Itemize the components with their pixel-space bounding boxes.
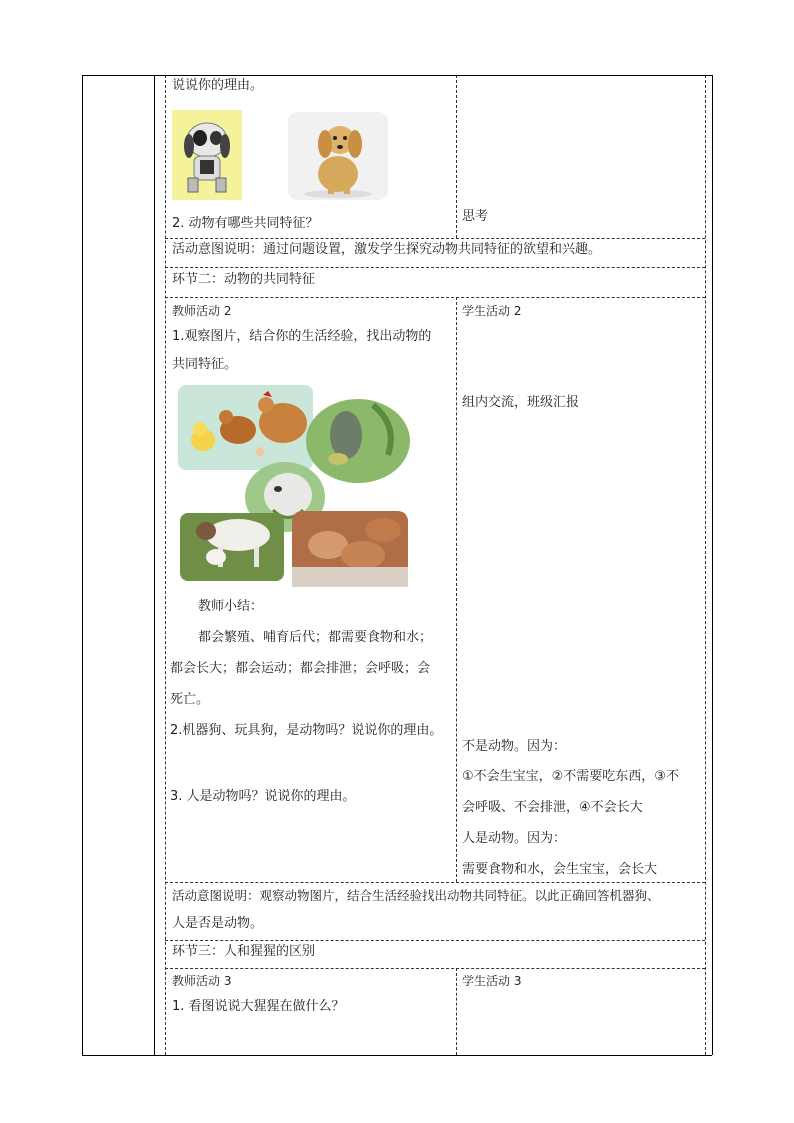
row-divider (165, 238, 705, 239)
row-divider (165, 297, 705, 298)
row-divider (165, 267, 705, 268)
teacher-q2-robot-dog: 2.机器狗、玩具狗，是动物吗？说说你的理由。 (170, 723, 443, 738)
animal-collage (178, 385, 418, 590)
teacher-q3-human: 3. 人是动物吗？说说你的理由。 (170, 789, 356, 804)
activity-intent-2-line1: 活动意图说明：观察动物图片，结合生活经验找出动物共同特征。以此正确回答机器狗、 (172, 888, 660, 903)
student-answer-reasons-line2: 会呼吸、不会排泄，④不会长大 (462, 800, 643, 815)
dashed-frame-left (165, 75, 166, 1055)
student-answer-reasons-line1: ①不会生宝宝，②不需要吃东西，③不 (462, 769, 679, 784)
teacher-summary-heading: 教师小结： (198, 599, 264, 614)
row-divider (165, 882, 705, 883)
column-divider-solid (154, 75, 155, 1055)
section-3-title: 环节三：人和猩猩的区别 (172, 944, 316, 959)
outer-border-left (82, 75, 83, 1055)
mid-column-divider (456, 297, 457, 882)
mid-column-divider (456, 75, 457, 238)
teacher-summary-line1: 都会繁殖、哺育后代；都需要食物和水； (198, 630, 433, 645)
teacher-activity-3-heading: 教师活动 3 (172, 974, 232, 988)
student-think: 思考 (462, 209, 489, 224)
robot-dog-photo (172, 110, 242, 200)
mid-column-divider (456, 968, 457, 1055)
outer-border-right (712, 75, 713, 1055)
teacher-summary-line3: 死亡。 (170, 692, 210, 707)
student-activity-2-heading: 学生活动 2 (462, 304, 522, 318)
student-answer-human-animal: 人是动物。因为： (462, 831, 567, 846)
teacher-summary-line2: 都会长大；都会运动；都会排泄；会呼吸；会 (170, 661, 431, 676)
student-answer-not-animal: 不是动物。因为： (462, 739, 567, 754)
outer-border-top (82, 75, 712, 76)
reason-prompt: 说说你的理由。 (172, 78, 264, 93)
dashed-frame-right (705, 75, 706, 1055)
row-divider (165, 940, 705, 941)
section-2-title: 环节二：动物的共同特征 (172, 272, 316, 287)
question-2-common-features: 2. 动物有哪些共同特征？ (172, 216, 319, 231)
student-answer-group-discussion: 组内交流，班级汇报 (462, 395, 580, 410)
student-answer-human-reasons: 需要食物和水，会生宝宝，会长大 (462, 862, 658, 877)
teacher-activity-2-heading: 教师活动 2 (172, 304, 232, 318)
row-divider (165, 968, 705, 969)
activity-intent-2-line2: 人是否是动物。 (172, 916, 264, 931)
outer-border-bottom (82, 1055, 712, 1056)
teacher-q1-line2: 共同特征。 (172, 357, 238, 372)
student-activity-3-heading: 学生活动 3 (462, 974, 522, 988)
teacher-q1-gorilla: 1. 看图说说大猩猩在做什么？ (172, 999, 345, 1014)
puppy-photo (288, 112, 388, 200)
activity-intent-1: 活动意图说明：通过问题设置，激发学生探究动物共同特征的欲望和兴趣。 (172, 242, 602, 257)
teacher-q1-line1: 1.观察图片，结合你的生活经验，找出动物的 (172, 329, 432, 344)
